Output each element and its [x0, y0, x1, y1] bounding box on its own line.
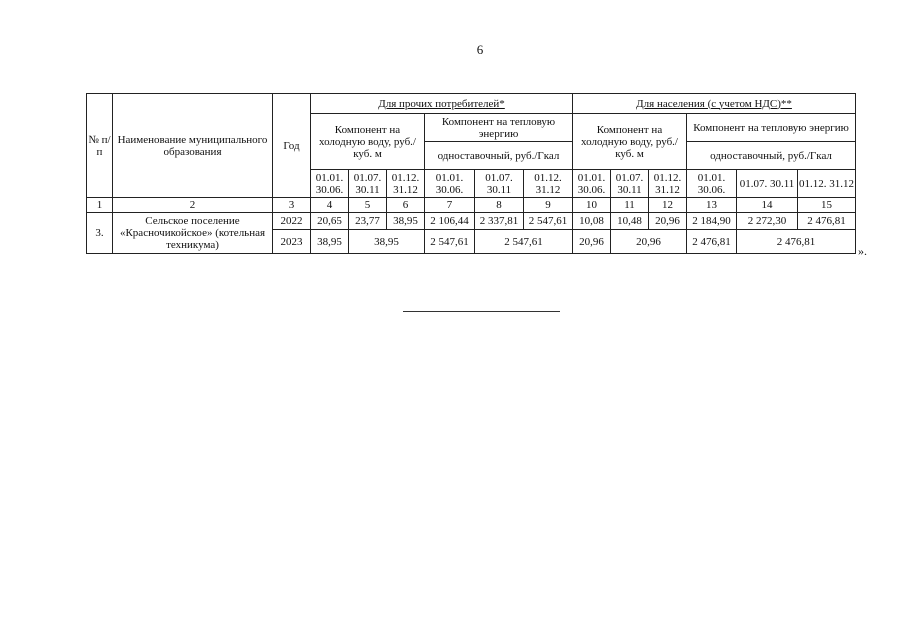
header-row-1	[87, 94, 856, 114]
group-population-header: Для населения (с учетом НДС)**	[573, 94, 856, 114]
row-number: 3.	[87, 213, 113, 254]
year-header: Год	[273, 94, 311, 198]
separator-line	[403, 311, 560, 312]
single-rate-population-header: одноставочный, руб./Гкал	[687, 142, 856, 170]
column-number: 9	[524, 198, 573, 213]
value-cell: 38,95	[387, 213, 425, 230]
value-cell: 2 476,81	[798, 213, 856, 230]
column-number: 12	[649, 198, 687, 213]
group-other-header: Для прочих потребителей*	[311, 94, 573, 114]
value-cell: 2 547,61	[425, 230, 475, 254]
column-number: 15	[798, 198, 856, 213]
single-rate-other-header: одноставочный, руб./Гкал	[425, 142, 573, 170]
period-header: 01.01. 30.06.	[425, 170, 475, 198]
column-number: 1	[87, 198, 113, 213]
value-cell: 2 476,81	[687, 230, 737, 254]
cold-water-other-header: Компонент на холодную воду, руб./куб. м	[311, 114, 425, 170]
year-cell: 2023	[273, 230, 311, 254]
column-number: 4	[311, 198, 349, 213]
period-header: 01.12. 31.12	[524, 170, 573, 198]
column-number: 11	[611, 198, 649, 213]
value-cell: 38,95	[349, 230, 425, 254]
value-cell: 20,96	[649, 213, 687, 230]
value-cell: 38,95	[311, 230, 349, 254]
column-number: 13	[687, 198, 737, 213]
value-cell: 20,96	[611, 230, 687, 254]
column-number: 2	[113, 198, 273, 213]
value-cell: 2 272,30	[737, 213, 798, 230]
column-number: 8	[475, 198, 524, 213]
period-header: 01.07. 30.11	[737, 170, 798, 198]
value-cell: 2 476,81	[737, 230, 856, 254]
period-header: 01.01. 30.06.	[311, 170, 349, 198]
value-cell: 20,65	[311, 213, 349, 230]
cold-water-population-header: Компонент на холодную воду, руб./куб. м	[573, 114, 687, 170]
table-row-2022	[87, 213, 856, 230]
value-cell: 2 547,61	[524, 213, 573, 230]
name-header: Наименование муниципального образования	[113, 94, 273, 198]
column-number: 10	[573, 198, 611, 213]
value-cell: 10,08	[573, 213, 611, 230]
value-cell: 23,77	[349, 213, 387, 230]
tariff-table	[86, 93, 856, 254]
value-cell: 2 337,81	[475, 213, 524, 230]
column-number: 6	[387, 198, 425, 213]
column-number: 7	[425, 198, 475, 213]
column-number-row	[87, 198, 856, 213]
value-cell: 2 106,44	[425, 213, 475, 230]
page-number: 6	[476, 42, 484, 57]
period-header: 01.07. 30.11	[611, 170, 649, 198]
period-header: 01.12. 31.12	[387, 170, 425, 198]
heat-energy-other-header: Компонент на тепловую энергию	[425, 114, 573, 142]
num-header: № п/п	[87, 94, 113, 198]
municipality-name: Сельское поселение «Красночикойское» (котельная техникума)	[113, 213, 273, 254]
column-number: 3	[273, 198, 311, 213]
period-header: 01.07. 30.11	[349, 170, 387, 198]
column-number: 14	[737, 198, 798, 213]
period-header: 01.01. 30.06.	[573, 170, 611, 198]
period-header: 01.12. 31.12	[649, 170, 687, 198]
column-number: 5	[349, 198, 387, 213]
value-cell: 10,48	[611, 213, 649, 230]
closing-quote-mark: ».	[858, 244, 867, 258]
value-cell: 20,96	[573, 230, 611, 254]
period-header: 01.12. 31.12	[798, 170, 856, 198]
year-cell: 2022	[273, 213, 311, 230]
value-cell: 2 547,61	[475, 230, 573, 254]
heat-energy-population-header: Компонент на тепловую энергию	[687, 114, 856, 142]
period-header: 01.01. 30.06.	[687, 170, 737, 198]
period-header: 01.07. 30.11	[475, 170, 524, 198]
value-cell: 2 184,90	[687, 213, 737, 230]
